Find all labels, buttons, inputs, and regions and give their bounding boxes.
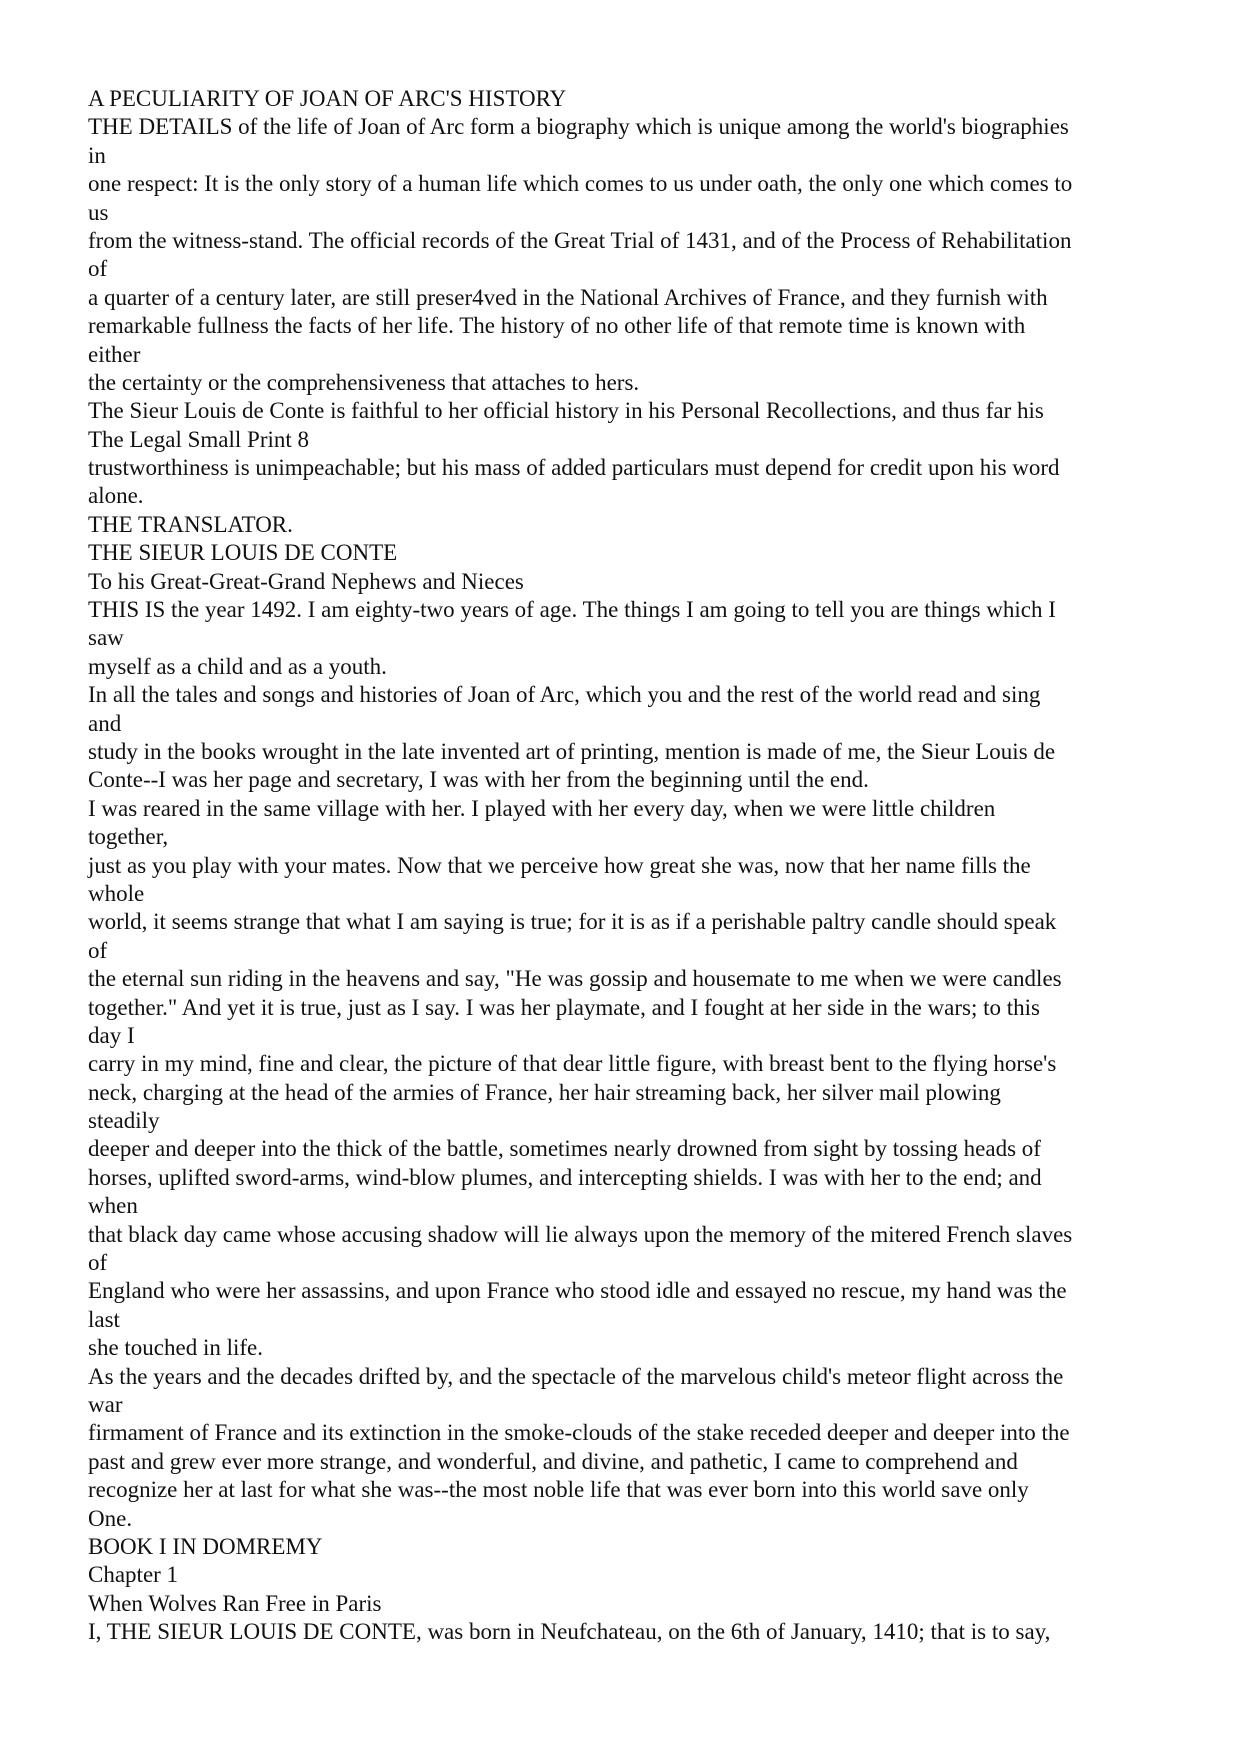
text-line: of [88, 937, 108, 963]
text-line: just as you play with your mates. Now that we perceive how great she was, now that her name fills the [88, 852, 1031, 878]
text-line: last [88, 1306, 120, 1332]
section-heading: A PECULIARITY OF JOAN OF ARC'S HISTORY [88, 86, 567, 111]
text-line: the certainty or the comprehensiveness that attaches to hers. [88, 369, 640, 395]
text-line: she touched in life. [88, 1335, 264, 1361]
text-line: a quarter of a century later, are still preser4ved in the National Archives of France, and they furnish with [88, 284, 1048, 310]
text-line: and [88, 710, 122, 736]
text-line: the eternal sun riding in the heavens and say, "He was gossip and housemate to me when we were candles [88, 966, 1062, 992]
text-line: one respect: It is the only story of a human life which comes to us under oath, the only one which comes to [88, 171, 1073, 197]
text-line: study in the books wrought in the late invented art of printing, mention is made of me, the Sieur Louis de [88, 738, 1056, 764]
text-line: steadily [88, 1108, 160, 1134]
text-line: Conte--I was her page and secretary, I was with her from the beginning until the end. [88, 767, 869, 793]
text-line: together." And yet it is true, just as I say. I was her playmate, and I fought at her side in the wars; to this [88, 994, 1040, 1020]
text-line: remarkable fullness the facts of her life. The history of no other life of that remote time is known with [88, 313, 1026, 339]
chapter-heading: Chapter 1 [88, 1562, 179, 1588]
text-line: THE DETAILS of the life of Joan of Arc form a biography which is unique among the world's biographies [88, 114, 1069, 140]
text-line: I, THE SIEUR LOUIS DE CONTE, was born in Neufchateau, on the 6th of January, 1410; that is to say, [88, 1619, 1051, 1645]
text-line: either [88, 341, 141, 367]
dedication-line: To his Great-Great-Grand Nephews and Nieces [88, 568, 524, 594]
text-line: THIS IS the year 1492. I am eighty-two years of age. The things I am going to tell you are things which I [88, 597, 1056, 623]
book-heading: BOOK I IN DOMREMY [88, 1533, 323, 1559]
text-line: world, it seems strange that what I am saying is true; for it is as if a perishable paltry candle should speak [88, 909, 1057, 935]
text-line: myself as a child and as a youth. [88, 653, 387, 679]
text-line: past and grew ever more strange, and wonderful, and divine, and pathetic, I came to comprehend and [88, 1448, 1018, 1474]
text-line: deeper and deeper into the thick of the battle, sometimes nearly drowned from sight by tossing heads of [88, 1136, 1041, 1162]
text-line: One. [88, 1505, 133, 1531]
text-line: in [88, 142, 106, 168]
document-page [88, 85, 1168, 1646]
text-line: of [88, 1250, 108, 1276]
page-footer-text: The Legal Small Print 8 [88, 426, 310, 452]
text-line: England who were her assassins, and upon France who stood idle and essayed no rescue, my hand was the [88, 1278, 1067, 1304]
chapter-title: When Wolves Ran Free in Paris [88, 1590, 382, 1616]
text-line: neck, charging at the head of the armies of France, her hair streaming back, her silver mail plowing [88, 1079, 1001, 1105]
text-line: us [88, 199, 109, 225]
text-line: war [88, 1391, 123, 1417]
signature-line: THE TRANSLATOR. [88, 511, 293, 537]
text-line: that black day came whose accusing shadow will lie always upon the memory of the mitered French slaves [88, 1221, 1073, 1247]
text-line: recognize her at last for what she was--the most noble life that was ever born into this world save only [88, 1477, 1029, 1503]
text-line: The Sieur Louis de Conte is faithful to her official history in his Personal Recollections, and thus far his [88, 398, 1044, 424]
text-line: whole [88, 880, 145, 906]
text-line: together, [88, 824, 169, 850]
text-line: As the years and the decades drifted by, and the spectacle of the marvelous child's meteor flight across the [88, 1363, 1064, 1389]
text-line: day I [88, 1022, 135, 1048]
text-line: In all the tales and songs and histories of Joan of Arc, which you and the rest of the world read and sing [88, 682, 1041, 708]
text-line: when [88, 1193, 138, 1219]
text-line: of [88, 256, 108, 282]
text-line: I was reared in the same village with her. I played with her every day, when we were little children [88, 795, 996, 821]
text-line: firmament of France and its extinction in the smoke-clouds of the stake receded deeper and deeper into the [88, 1420, 1070, 1446]
section-heading: THE SIEUR LOUIS DE CONTE [88, 540, 398, 566]
text-line: trustworthiness is unimpeachable; but his mass of added particulars must depend for credit upon his word [88, 455, 1060, 481]
text-line: horses, uplifted sword-arms, wind-blow plumes, and intercepting shields. I was with her to the end; and [88, 1164, 1042, 1190]
text-line: from the witness-stand. The official records of the Great Trial of 1431, and of the Process of Rehabilitation [88, 227, 1072, 253]
text-line: carry in my mind, fine and clear, the picture of that dear little figure, with breast bent to the flying horse's [88, 1051, 1057, 1077]
text-line: alone. [88, 483, 144, 509]
text-line: saw [88, 625, 124, 651]
